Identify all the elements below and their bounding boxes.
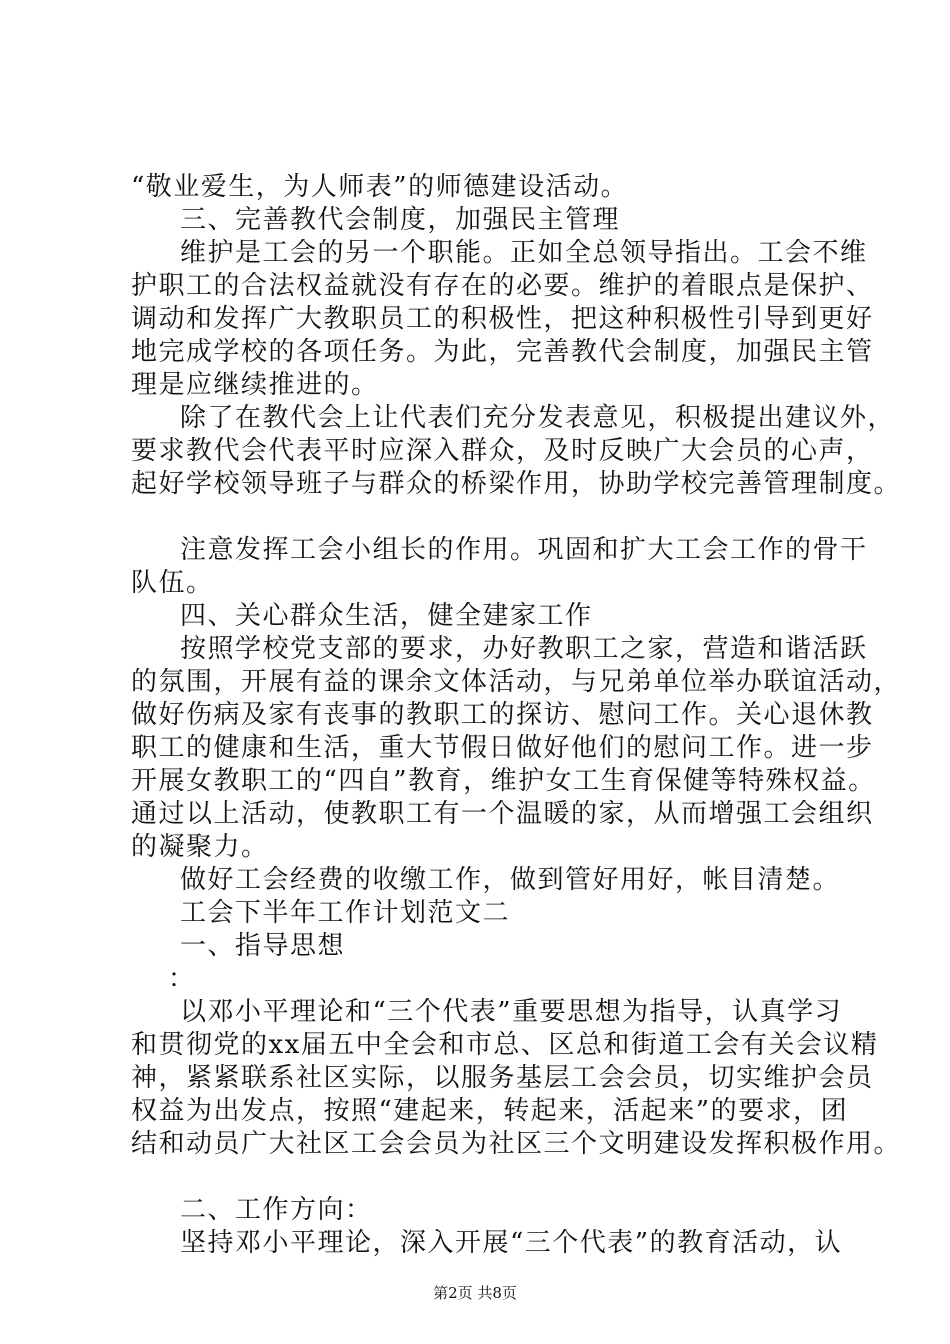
section-heading: 三、完善教代会制度，加强民主管理 (180, 205, 621, 235)
body-text-line: 要求教代会代表平时应深入群众，及时反映广大会员的心声， (131, 436, 874, 466)
body-text-line: 的氛围，开展有益的课余文体活动，与兄弟单位举办联谊活动， (131, 667, 902, 697)
body-text-line: ： (168, 964, 196, 994)
body-text-line: 坚持邓小平理论，深入开展“三个代表”的教育活动，认 (180, 1228, 843, 1258)
body-text-line: 队伍。 (131, 568, 214, 598)
body-text-line: 做好伤病及家有丧事的教职工的探访、慰问工作。关心退休教 (131, 700, 874, 730)
body-text-line: 结和动员广大社区工会会员为社区三个文明建设发挥积极作用。 (131, 1129, 902, 1159)
body-text-line: 按照学校党支部的要求，办好教职工之家，营造和谐活跃 (180, 634, 868, 664)
body-text-line: 通过以上活动，使教职工有一个温暖的家，从而增强工会组织 (131, 799, 874, 829)
section-heading: 二、工作方向： (180, 1195, 373, 1225)
section-heading: 一、指导思想 (180, 931, 346, 961)
body-text-line: 维护是工会的另一个职能。正如全总领导指出。工会不维 (180, 238, 868, 268)
body-text-line: 护职工的合法权益就没有存在的必要。维护的着眼点是保护、 (131, 271, 874, 301)
body-text-line: 权益为出发点，按照“建起来，转起来，活起来”的要求，团 (131, 1096, 849, 1126)
body-text-line: 调动和发挥广大教职员工的积极性，把这种积极性引导到更好 (131, 304, 874, 334)
body-text-line: 理是应继续推进的。 (131, 370, 379, 400)
body-text-line: 神，紧紧联系社区实际，以服务基层工会会员，切实维护会员 (131, 1063, 874, 1093)
section-title: 工会下半年工作计划范文二 (180, 898, 511, 928)
body-text-line: 的凝聚力。 (131, 832, 269, 862)
body-text-line: 和贯彻党的xx届五中全会和市总、区总和街道工会有关会议精 (131, 1030, 879, 1060)
body-text-line: 职工的健康和生活，重大节假日做好他们的慰问工作。进一步 (131, 733, 874, 763)
page-footer: 第2页 共8页 (433, 1284, 517, 1302)
body-text-line: 起好学校领导班子与群众的桥梁作用，协助学校完善管理制度。 (131, 469, 902, 499)
body-text-line: 以邓小平理论和“三个代表”重要思想为指导，认真学习 (180, 997, 843, 1027)
section-heading: 四、关心群众生活，健全建家工作 (180, 601, 593, 631)
body-text-line: “敬业爱生，为人师表”的师德建设活动。 (131, 172, 629, 202)
body-text-line: 做好工会经费的收缴工作，做到管好用好，帐目清楚。 (180, 865, 841, 895)
body-text-line: 除了在教代会上让代表们充分发表意见，积极提出建议外， (180, 403, 896, 433)
body-text-line: 开展女教职工的“四自”教育，维护女工生育保健等特殊权益。 (131, 766, 876, 796)
body-text-line: 注意发挥工会小组长的作用。巩固和扩大工会工作的骨干 (180, 535, 868, 565)
body-text-line: 地完成学校的各项任务。为此，完善教代会制度，加强民主管 (131, 337, 874, 367)
